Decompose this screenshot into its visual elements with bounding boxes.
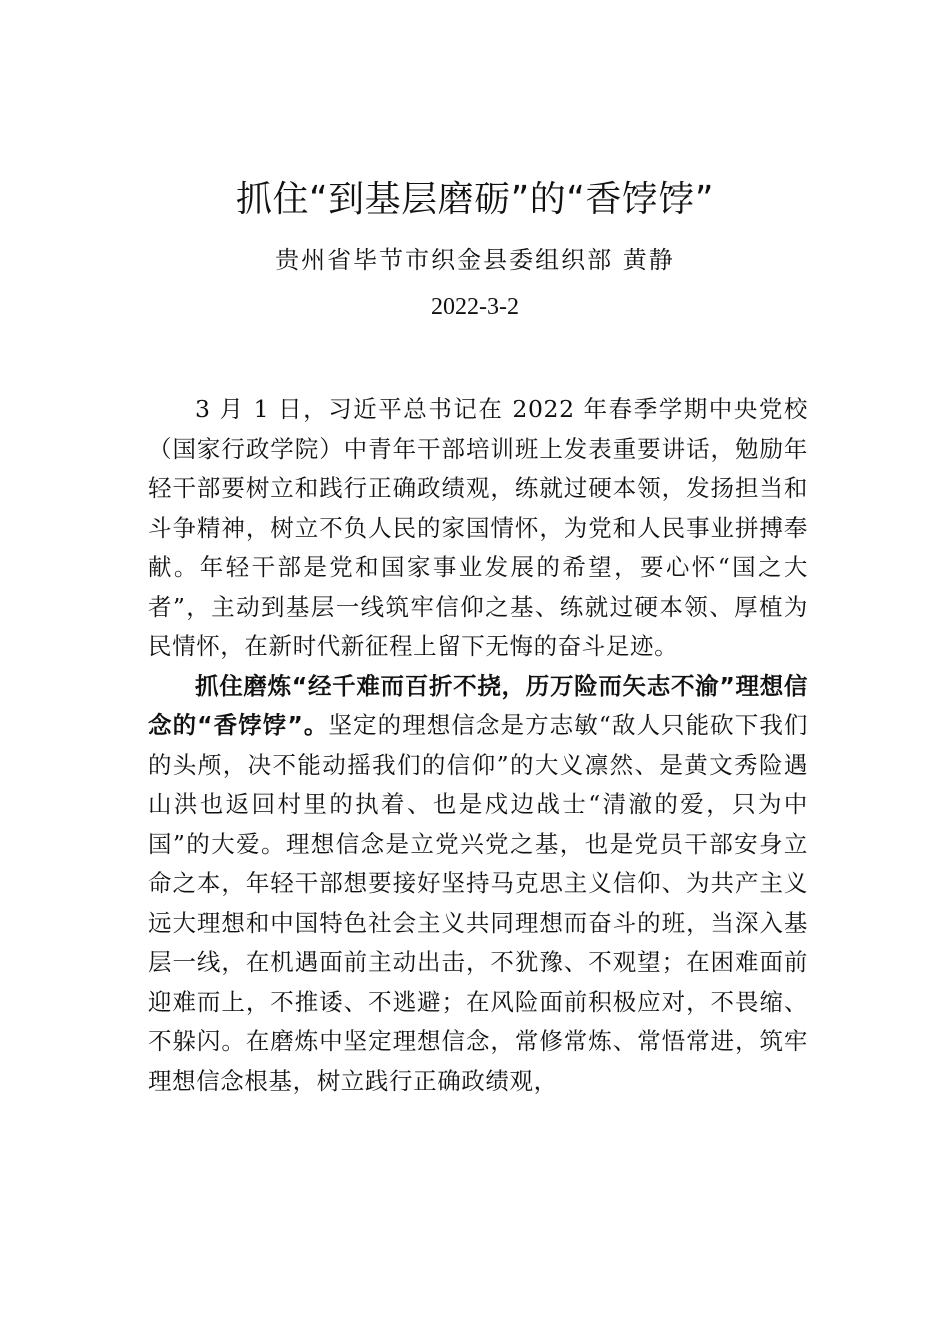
article-body xyxy=(148,390,808,1101)
article-title: 抓住“到基层磨砺”的“香饽饽” xyxy=(235,179,715,220)
article-date: 2022-3-2 xyxy=(431,294,519,320)
article-author: 贵州省毕节市织金县委组织部 黄静 xyxy=(275,246,675,274)
paragraph-ideals-text: 坚定的理想信念是方志敏“敌人只能砍下我们的头颅，决不能动摇我们的信仰”的大义凛然、是黄文秀险遇山洪也返回村里的执着、也是戍边战士“清澈的爱，只为中国”的大爱。理想信念是立党兴党之基，也是党员干部安身立命之本，年轻干部想要接好坚持马克思主义信仰、为共产主义远大理想和中国特色社会主义共同理想而奋斗的班，当深入基层一线，在机遇面前主动出击，不犹豫、不观望；在困难面前迎难而上，不推诿、不逃避；在风险面前积极应对，不畏缩、不躲闪。在磨炼中坚定理想信念，常修常炼、常悟常进，筑牢理想信念根基，树立践行正确政绩观， xyxy=(148,711,808,1095)
paragraph-ideals xyxy=(148,667,808,1102)
paragraph-ideals-lead: 抓住磨炼“经千难而百折不挠，历万险而矢志不渝”理想信念的“香饽饽”。 xyxy=(148,671,808,739)
paragraph-intro xyxy=(148,390,808,667)
paragraph-intro-text: 3 月 1 日，习近平总书记在 2022 年春季学期中央党校（国家行政学院）中青年干部培训班上发表重要讲话，勉励年轻干部要树立和践行正确政绩观，练就过硬本领，发扬担当和斗争精神，树立不负人民的家国情怀，为党和人民事业拼搏奉献。年轻干部是党和国家事业发展的希望，要心怀“国之大者”，主动到基层一线筑牢信仰之基、练就过硬本领、厚植为民情怀，在新时代新征程上留下无悔的奋斗足迹。 xyxy=(148,395,808,660)
